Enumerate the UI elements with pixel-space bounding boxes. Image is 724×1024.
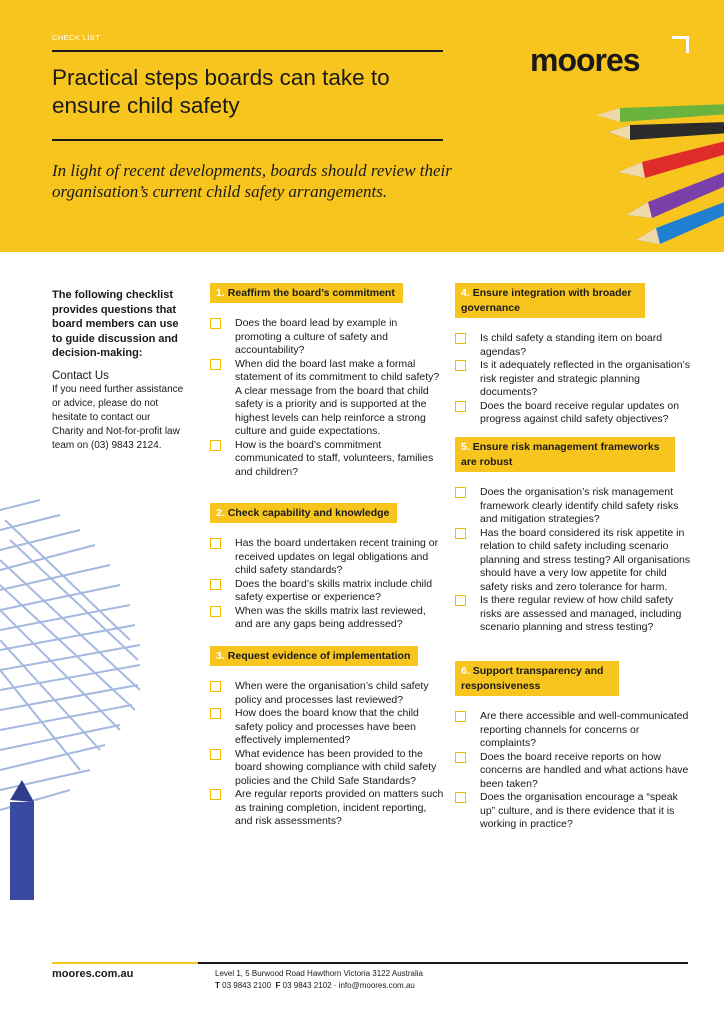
checkbox[interactable] bbox=[210, 538, 221, 549]
checkbox[interactable] bbox=[210, 681, 221, 692]
checklist-item bbox=[455, 791, 693, 832]
item-text: Does the organisation encourage a “speak up” culture, and is there evidence that it is working in practice? bbox=[480, 791, 678, 830]
section-title: Ensure integration with broader governance bbox=[461, 287, 632, 314]
checkbox[interactable] bbox=[455, 752, 466, 763]
section-6 bbox=[455, 661, 693, 832]
footer-email-link[interactable]: info@moores.com.au bbox=[338, 981, 415, 990]
checklist-item bbox=[210, 605, 445, 632]
section-heading bbox=[210, 503, 397, 523]
section-number: 6. bbox=[461, 665, 470, 677]
section-4 bbox=[455, 283, 693, 427]
checkbox[interactable] bbox=[455, 401, 466, 412]
item-text: Does the board receive reports on how concerns are handled and what actions have been taken? bbox=[480, 750, 689, 790]
item-text: Does the organisation’s risk management framework clearly identify child safety risks and mitigation strategies? bbox=[480, 486, 679, 525]
title-rule-top bbox=[52, 50, 443, 52]
checklist-item bbox=[455, 400, 693, 427]
fax-number: 03 9843 2102 bbox=[282, 981, 332, 990]
item-text: Is it adequately reflected in the organisation’s risk register and strategic planning documents? bbox=[480, 359, 690, 398]
item-text: Does the board receive regular updates on progress against child safety objectives? bbox=[480, 399, 680, 425]
checklist-item bbox=[210, 578, 445, 605]
fax-label: F bbox=[275, 981, 281, 990]
section-heading bbox=[210, 283, 403, 303]
item-text: Does the board lead by example in promoting a culture of safety and accountability? bbox=[235, 317, 398, 356]
checkbox[interactable] bbox=[210, 708, 221, 719]
item-text: How does the board know that the child safety policy and processes have been effectively implemented? bbox=[235, 707, 419, 746]
checkbox[interactable] bbox=[210, 789, 221, 800]
moores-logo: moores bbox=[530, 42, 640, 78]
section-number: 1. bbox=[216, 287, 225, 299]
footer-street: Level 1, 5 Burwood Road Hawthorn Victoria 3122 Australia bbox=[215, 969, 423, 978]
item-text: Is there regular review of how child safety risks are assessed and managed, including scenario planning and stress testing? bbox=[480, 594, 682, 633]
checklist-item bbox=[455, 359, 693, 400]
sidebar bbox=[52, 288, 184, 453]
phone-number: 03 9843 2100 bbox=[222, 981, 272, 990]
contact-heading: Contact Us bbox=[52, 369, 109, 382]
checklist-item bbox=[210, 680, 445, 707]
title-rule-bottom bbox=[52, 139, 443, 141]
checklist-item bbox=[210, 788, 445, 829]
item-text: Does the board’s skills matrix include child safety expertise or experience? bbox=[235, 577, 433, 603]
section-title: Ensure risk management frameworks are robust bbox=[461, 441, 660, 468]
checklist-item bbox=[455, 486, 693, 527]
checkbox[interactable] bbox=[210, 606, 221, 617]
item-text: What evidence has been provided to the board showing compliance with child safety policies and the Child Safe Standards? bbox=[235, 747, 437, 787]
checklist-item bbox=[210, 439, 445, 480]
footer-address bbox=[215, 968, 423, 992]
footer-website-link[interactable]: moores.com.au bbox=[52, 968, 134, 980]
checkbox[interactable] bbox=[455, 595, 466, 606]
pencil-dark-icon bbox=[608, 122, 724, 140]
checkbox[interactable] bbox=[210, 359, 221, 370]
checklist-item bbox=[210, 707, 445, 748]
item-text: When were the organisation’s child safety policy and processes last reviewed? bbox=[235, 680, 429, 706]
section-number: 2. bbox=[216, 507, 225, 519]
item-text: Has the board considered its risk appetite in relation to child safety including scenario planning and stress testing? All organisations should have a very low appetite for child safety risks and zero tolerance for harm. bbox=[480, 526, 691, 593]
logo-corner-mark bbox=[672, 36, 689, 53]
section-number: 5. bbox=[461, 441, 470, 453]
section-number: 3. bbox=[216, 650, 225, 662]
section-title: Support transparency and responsiveness bbox=[461, 665, 604, 692]
section-heading bbox=[455, 283, 645, 318]
checkbox[interactable] bbox=[455, 333, 466, 344]
section-2 bbox=[210, 503, 445, 632]
checklist-item bbox=[455, 710, 693, 751]
item-text: When did the board last make a formal statement of its commitment to child safety? A clear message from the board that child safety is a priority and is supported at the highest levels can help reinforce a strong culture and guide expectations. bbox=[235, 357, 440, 437]
section-title: Request evidence of implementation bbox=[227, 650, 411, 662]
crayon-scribble-illustration bbox=[0, 490, 150, 900]
section-heading bbox=[455, 437, 675, 472]
coloured-pencils-illustration bbox=[590, 100, 724, 252]
checkbox[interactable] bbox=[210, 318, 221, 329]
checkbox[interactable] bbox=[455, 487, 466, 498]
checkbox[interactable] bbox=[455, 792, 466, 803]
item-text: When was the skills matrix last reviewed, and are any gaps being addressed? bbox=[235, 604, 426, 630]
contact-body: If you need further assistance or advice, please do not hesitate to contact our Charity and Not-for-profit law team on (03) 9843 2124. bbox=[52, 384, 184, 451]
checklist-item bbox=[455, 332, 693, 359]
pencil-green-icon bbox=[596, 104, 724, 122]
footer-accent-rule bbox=[52, 962, 198, 964]
pencil-red-icon bbox=[618, 140, 724, 178]
checkbox[interactable] bbox=[210, 440, 221, 451]
checkbox[interactable] bbox=[210, 749, 221, 760]
header-banner bbox=[0, 0, 724, 252]
checkbox[interactable] bbox=[210, 579, 221, 590]
page-title: Practical steps boards can take to ensure child safety bbox=[52, 65, 390, 118]
intro-text: In light of recent developments, boards should review their organisation’s current child safety arrangements. bbox=[52, 161, 452, 201]
item-text: Are regular reports provided on matters such as training completion, incident reporting, and risk assessments? bbox=[235, 788, 444, 827]
section-title: Reaffirm the board’s commitment bbox=[227, 287, 395, 299]
item-text: Has the board undertaken recent training or received updates on legal obligations and child safety standards? bbox=[235, 537, 439, 576]
checkbox[interactable] bbox=[455, 360, 466, 371]
checklist-item bbox=[455, 751, 693, 792]
checklist-item bbox=[210, 358, 445, 439]
blue-crayon-icon bbox=[10, 780, 34, 900]
sidebar-lead: The following checklist provides questions that board members can use to guide discussion and decision-making: bbox=[52, 289, 179, 359]
kicker-label: CHECK LIST bbox=[52, 33, 101, 42]
checklist-item bbox=[210, 748, 445, 789]
item-text: Are there accessible and well-communicated reporting channels for concerns or complaints? bbox=[480, 710, 689, 749]
footer-contacts: T 03 9843 2100 F 03 9843 2102 · info@moores.com.au bbox=[215, 981, 415, 990]
section-number: 4. bbox=[461, 287, 470, 299]
section-title: Check capability and knowledge bbox=[227, 507, 390, 519]
checklist-item bbox=[455, 527, 693, 595]
phone-label: T bbox=[215, 981, 220, 990]
checklist-item bbox=[455, 594, 693, 635]
pencil-orange-icon bbox=[678, 250, 724, 252]
checklist-item bbox=[210, 317, 445, 358]
section-heading bbox=[455, 661, 619, 696]
section-5 bbox=[455, 437, 693, 635]
section-heading bbox=[210, 646, 418, 666]
item-text: How is the board’s commitment communicated to staff, volunteers, families and children? bbox=[235, 438, 434, 478]
item-text: Is child safety a standing item on board agendas? bbox=[480, 332, 663, 358]
section-3 bbox=[210, 646, 445, 829]
section-1 bbox=[210, 283, 445, 479]
checkbox[interactable] bbox=[455, 528, 466, 539]
checkbox[interactable] bbox=[455, 711, 466, 722]
checklist-item bbox=[210, 537, 445, 578]
